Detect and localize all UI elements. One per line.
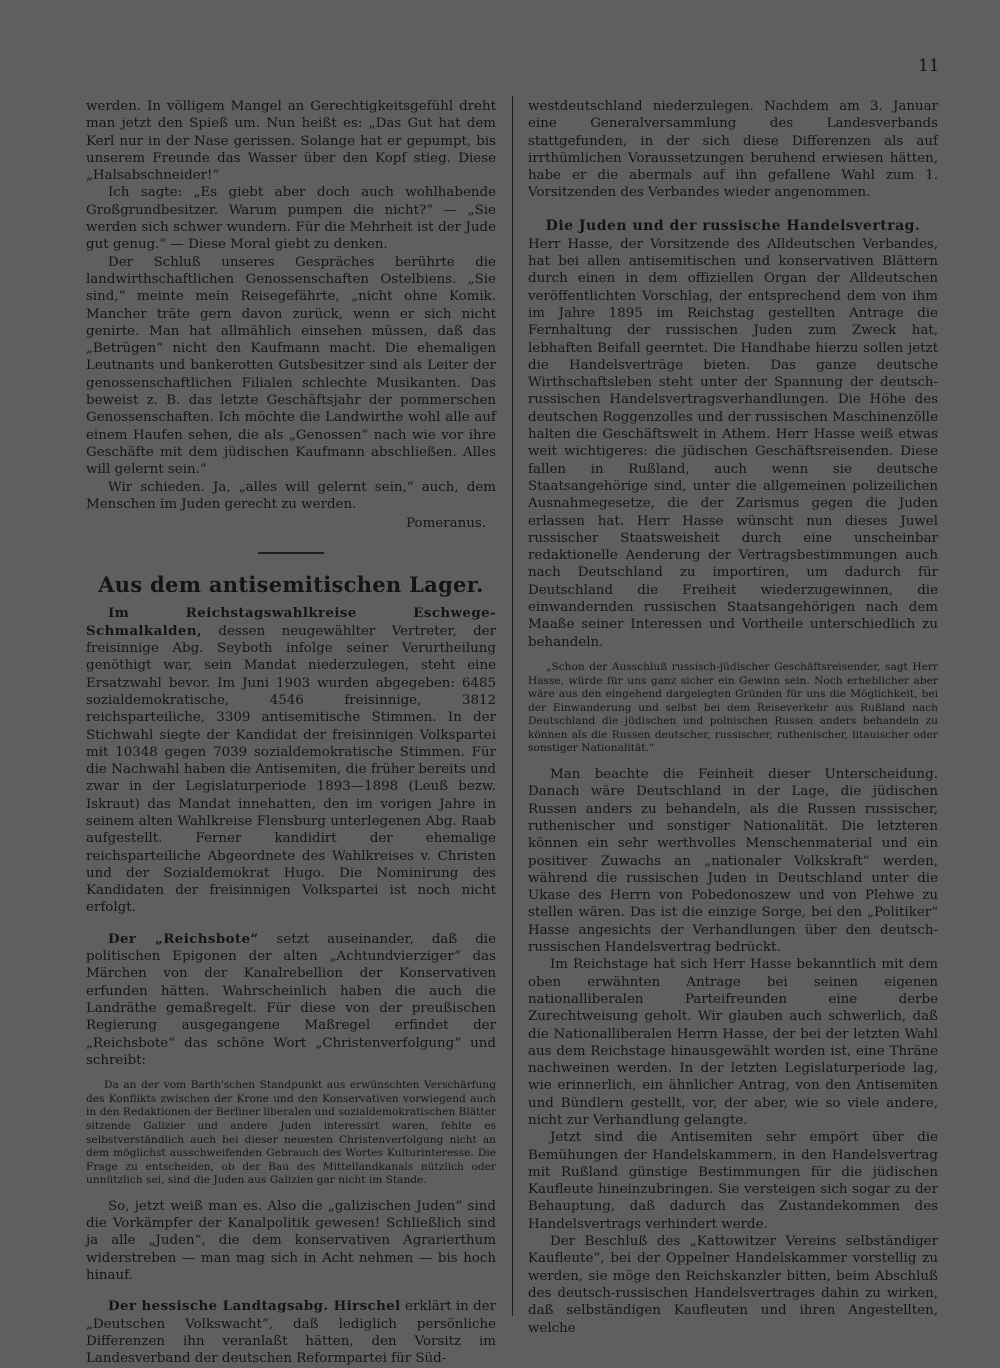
block-quote: „Schon der Ausschluß russisch-jüdischer Geschäftsreisender, sagt Herr Hasse, würde für uns ganz sicher ein Gewinn sein. Noch erheblicher aber wäre aus den eingehend dargelegten Gründen für uns die Möglichkeit, bei der Einwanderung und selbst bei dem Reiseverkehr aus Rußland nach Deutschland die jüdischen und polnischen Russen anders behandeln zu können als die Russen deutscher, russischer, ruthenischer, litauischer oder sonstiger Nationalität.“ <box>528 660 938 755</box>
right-column <box>528 98 938 1337</box>
paragraph-body: erklärt in der „Deutschen Volkswacht“, daß lediglich persönliche Differenzen ihn veranlaßt hätten, den Vorsitz im Landesverband der deutschen Reformpartei für Süd- <box>86 1299 496 1367</box>
paragraph: Jetzt sind die Antisemiten sehr empört über die Bemühungen der Handelskammern, in den Handelsvertrag mit Rußland günstige Bestimmungen für die jüdischen Kaufleute hineinzubringen. Sie versteigen sich sogar zu der Behauptung, daß dadurch das Zustandekommen des Handelsvertrags verhindert werde. <box>528 1130 938 1232</box>
author-signature: Pomeranus. <box>406 516 486 532</box>
section-separator <box>258 552 324 554</box>
paragraph: So, jetzt weiß man es. Also die „galizischen Juden“ sind die Vorkämpfer der Kanalpolitik gewesen! Schließlich sind ja alle „Juden“, die dem konservativen Agrarierthum widerstreben — man mag sich in Acht nehmen — bis hoch hinauf. <box>86 1198 496 1284</box>
section-heading: Aus dem antisemitischen Lager. <box>98 572 484 598</box>
paragraph-lead: Der „Reichsbote“ <box>108 930 259 947</box>
page-number: 11 <box>918 56 940 76</box>
paragraph: Im Reichstage hat sich Herr Hasse bekanntlich mit dem oben erwähnten Antrage bei seinen eigenen nationalliberalen Parteifreunden eine derbe Zurechtweisung geholt. Wir glauben auch schwerlich, daß die Nationalliberalen Herrn Hasse, der bei der letzten Wahl aus dem Reichstage hinausgewählt worden ist, eine Thräne nachweinen werden. In der letzten Legislaturperiode lag, wie erinnerlich, ein ähnlicher Antrag, von den Antisemiten und Bündlern gestellt, vor, der aber, wie so viele andere, nicht zur Verhandlung gelangte. <box>528 957 938 1128</box>
paragraph-lead: Im Reichstagswahlkreise Eschwege-Schmalkalden, <box>86 605 496 639</box>
paragraph: westdeutschland niederzulegen. Nachdem am 3. Januar eine Generalversammlung des Landesverbands stattgefunden, in der sich diese Differenzen als auf irrthümlichen Voraussetzungen beruhend erwiesen hätten, habe er die abermals auf ihn gefallene Wahl zum 1. Vorsitzenden des Verbandes wieder angenommen. <box>528 99 938 201</box>
column-divider <box>512 96 513 1316</box>
paragraph: Man beachte die Feinheit dieser Unterscheidung. Danach wäre Deutschland in der Lage, die jüdischen Russen anders zu behandeln, als die Russen russischer, ruthenischer und sonstiger Nationalität. Die letzteren können ein sehr werthvolles Menschenmaterial und ein positiver Zuwachs an „nationaler Volkskraft“ werden, während die russischen Juden in Deutschland unter die Ukase des Herrn von Pobedonoszew und von Plehwe zu stellen wären. Das ist die einzige Sorge, bei den „Politiker“ Hasse angesichts der Verhandlungen über den deutsch-russischen Handelsvertrag bedrückt. <box>528 767 938 956</box>
paragraph: Der Schluß unseres Gespräches berührte die landwirthschaftlichen Genossenschaften Ostelbiens. „Sie sind,“ meinte mein Reisegefährte, „nicht ohne Komik. Mancher träte gern davon zurück, wenn er sich nicht genirte. Man hat allmählich einsehen müssen, daß das „Betrügen“ nicht den Kaufmann macht. Die ehemaligen Leutnants und bankerotten Gutsbesitzer sind als Leiter der genossenschaftlichen Filialen schlechte Musikanten. Das beweist z. B. das letzte Geschäftsjahr der pommerschen Genossenschaften. Ich möchte die Landwirthe wohl alle auf einem Haufen sehen, die als „Genossen“ nach wie vor ihre Geschäfte mit dem jüdischen Kaufmann abschließen. Alles will gelernt sein.“ <box>86 254 496 478</box>
paragraph: werden. In völligem Mangel an Gerechtigkeitsgefühl dreht man jetzt den Spieß um. Nun heißt es: „Das Gut hat dem Kerl nur in der Nase gerissen. Solange hat er gepumpt, bis unserem Freunde das Wasser über den Kopf stieg. Diese „Halsabschneider!“ <box>86 99 496 184</box>
paragraph <box>86 931 496 1069</box>
paragraph <box>86 1298 496 1367</box>
left-column <box>86 98 496 1368</box>
paragraph-body: dessen neugewählter Vertreter, der freisinnige Abg. Seyboth infolge seiner Verurtheilung genöthigt war, sein Mandat niederzulegen, steht eine Ersatzwahl bevor. Im Juni 1903 wurden abgegeben: 6485 sozialdemokratische, 4546 freisinnige, 3812 reichsparteiliche, 3309 antisemitische Stimmen. In der Stichwahl siegte der Kandidat der freisinnigen Volkspartei mit 10348 gegen 7039 sozialdemokratische Stimmen. Für die Nachwahl haben die Antisemiten, die früher bereits und zwar in der Legislaturperiode 1893—1898 (Leuß bezw. Iskraut) das Mandat innehatten, den im vorigen Jahre in seinem alten Wahlkreise Flensburg unterlegenen Abg. Raab aufgestellt. Ferner kandidirt der ehemalige reichsparteiliche Abgeordnete des Wahlkreises v. Christen und der Sozialdemokrat Hugo. Die Nominirung des Kandidaten der freisinnigen Volkspartei ist noch nicht erfolgt. <box>86 623 496 916</box>
paragraph: Der Beschluß des „Kattowitzer Vereins selbständiger Kaufleute“, bei der Oppelner Handelskammer vorstellig zu werden, sie möge den Reichskanzler bitten, beim Abschluß des deutsch-russischen Handelsvertrages dahin zu wirken, daß selbständigen Kaufleuten und ihren Angestellten, welche <box>528 1234 938 1336</box>
paragraph <box>86 605 496 916</box>
block-quote: Da an der vom Barth'schen Standpunkt aus erwünschten Verschärfung des Konflikts zwischen der Krone und den Konservativen vorwiegend auch in den Redaktionen der Berliner liberalen und sozialdemokratischen Blätter sitzende Galizier und andere Juden interessirt waren, fehlte es selbstverständlich auch bei dieser neuesten Christenverfolgung nicht an dem möglichst ausschweifenden Gebrauch des Wortes Kulturinteresse. Die Frage zu entscheiden, ob der Bau des Mittellandkanals nützlich oder unnützlich sei, sind die Juden aus Galizien gar nicht im Stande. <box>86 1079 496 1187</box>
paragraph: Herr Hasse, der Vorsitzende des Alldeutschen Verbandes, hat bei allen antisemitischen und konservativen Blättern durch einen in dem offiziellen Organ der Alldeutschen veröffentlichten Vorschlag, der entsprechend dem von ihm im Jahre 1895 im Reichstag gestellten Antrage die Fernhaltung der russischen Juden zum Zweck hat, lebhaften Beifall geerntet. Die Handhabe hierzu sollen jetzt die Handelsverträge bieten. Das ganze deutsche Wirthschaftsleben steht unter der Spannung der deutsch-russischen Handelsvertragsverhandlungen. Die Höhe des deutschen Roggenzolles und der russischen Maschinenzölle halten die Geschäftswelt in Athem. Herr Hasse weiß etwas weit wichtigeres: die jüdischen Geschäftsreisenden. Diese fallen in Rußland, auch wenn sie deutsche Staatsangehörige sind, unter die allgemeinen polizeilichen Ausnahmegesetze, die der Zarismus gegen die Juden erlassen hat. Herr Hasse wünscht nun dieses Juwel russischer Staatsweisheit durch eine unscheinbar redaktionelle Aenderung der Vertragsbestimmungen auch nach Deutschland zu importiren, um dadurch für Deutschland die Freiheit wiederzugewinnen, die einwandernden russischen Staatsangehörigen nach dem Maaße seiner Interessen und Vortheile unterschiedlich zu behandeln. <box>528 236 938 650</box>
paragraph: Ich sagte: „Es giebt aber doch auch wohlhabende Großgrundbesitzer. Warum pumpen die nicht?“ — „Sie werden sich schwer wundern. Für die Mehrheit ist der Jude gut genug.“ — Diese Moral giebt zu denken. <box>86 185 496 253</box>
paragraph-body: setzt auseinander, daß die politischen Epigonen der alten „Achtundvierziger“ das Märchen von der Kanalrebellion der Konservativen erfunden hätten. Wahrscheinlich haben die auch die Landräthe gemaßregelt. Für diese von der preußischen Regierung ausgegangene Maßregel erfindet der „Reichsbote“ das schöne Wort „Christenverfolgung“ und schreibt: <box>86 931 496 1068</box>
article-heading: Die Juden und der russische Handelsvertrag. <box>545 217 921 234</box>
paragraph: Wir schieden. Ja, „alles will gelernt sein,“ auch, dem Menschen im Juden gerecht zu werden. <box>86 479 496 512</box>
paragraph-lead: Der hessische Landtagsabg. Hirschel <box>108 1298 401 1315</box>
